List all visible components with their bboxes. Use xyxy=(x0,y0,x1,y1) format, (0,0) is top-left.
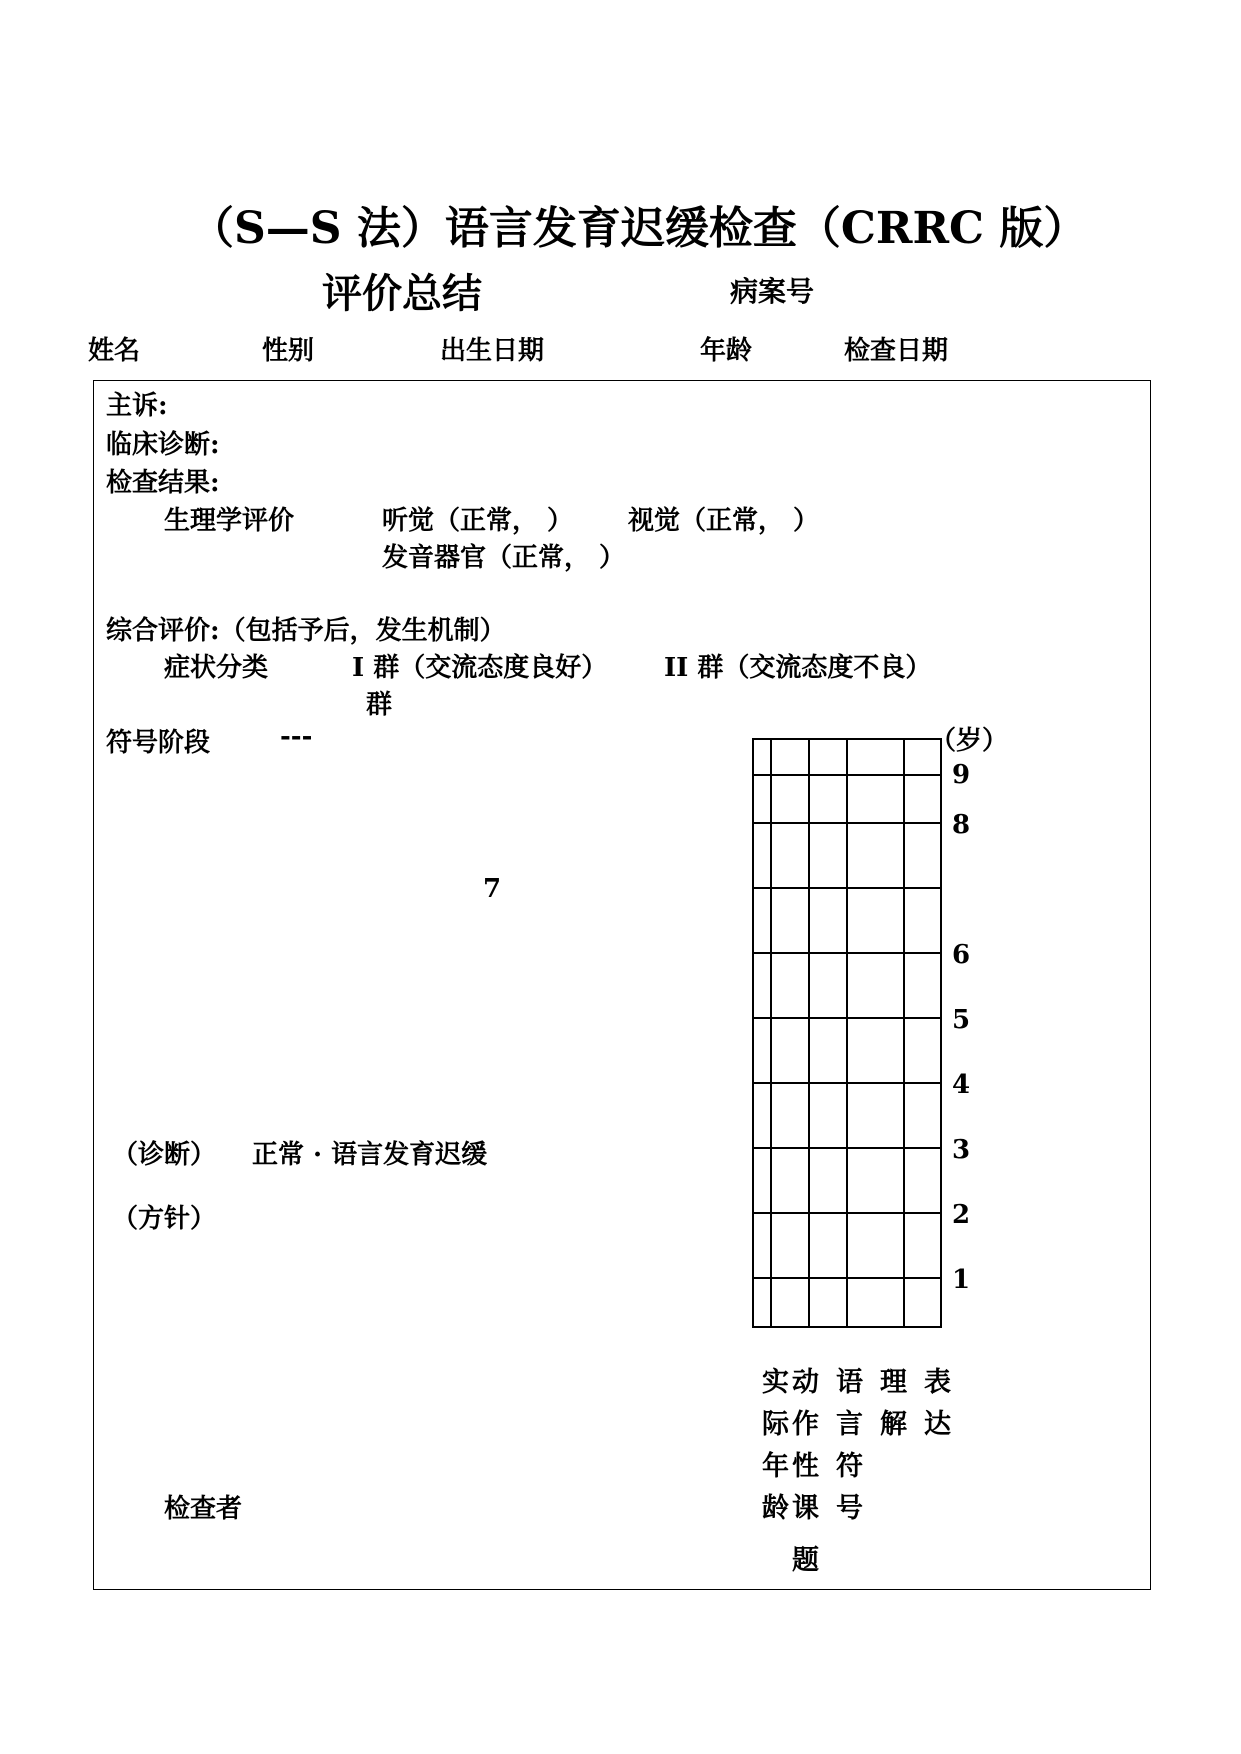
grid-line xyxy=(752,774,942,776)
group-one-option: I 群（交流态度良好） xyxy=(352,653,608,683)
vision-field: 视觉（正常， ） xyxy=(628,506,820,536)
y-tick-label: 5 xyxy=(952,1005,971,1035)
col-actual-age-char: 龄 xyxy=(762,1493,789,1524)
y-tick-label: 2 xyxy=(952,1200,971,1230)
col-language-symbol-char: 语 xyxy=(836,1367,863,1398)
y-tick-label: 9 xyxy=(952,760,971,790)
birth-date-label: 出生日期 xyxy=(440,336,545,366)
y-tick-label: 6 xyxy=(952,940,971,970)
grid-line xyxy=(752,738,754,1328)
col-language-symbol-char: 符 xyxy=(836,1451,863,1482)
policy-label: （方针） xyxy=(112,1204,217,1234)
grid-line xyxy=(752,822,942,824)
symbol-stage-value: --- xyxy=(280,722,313,752)
grid-line xyxy=(752,1326,942,1328)
col-action-task-char: 课 xyxy=(792,1493,819,1524)
grid-line xyxy=(903,738,905,1328)
col-action-task-char: 性 xyxy=(792,1451,819,1482)
level-seven: 7 xyxy=(483,874,502,904)
col-action-task-char: 动 xyxy=(792,1367,819,1398)
age-label: 年龄 xyxy=(700,336,753,366)
examiner-label: 检查者 xyxy=(164,1494,243,1524)
grid-line xyxy=(752,1082,942,1084)
col-action-task-char: 题 xyxy=(792,1545,819,1576)
sex-label: 性别 xyxy=(262,336,315,366)
chief-complaint-label: 主诉: xyxy=(106,391,168,421)
col-actual-age-char: 实 xyxy=(762,1367,789,1398)
hearing-field: 听觉（正常， ） xyxy=(382,506,574,536)
symptom-class-label: 症状分类 xyxy=(164,653,269,683)
overall-eval-label: 综合评价:（包括予后，发生机制） xyxy=(106,616,506,646)
col-language-symbol-char: 言 xyxy=(836,1409,863,1440)
col-comprehension-char: 解 xyxy=(880,1409,907,1440)
grid-line xyxy=(752,952,942,954)
grid-line xyxy=(752,1147,942,1149)
exam-date-label: 检查日期 xyxy=(844,336,949,366)
clinical-diagnosis-label: 临床诊断: xyxy=(106,430,220,460)
grid-line xyxy=(752,1277,942,1279)
age-unit-label: （岁） xyxy=(930,726,1009,756)
diagnosis-label: （诊断） xyxy=(112,1140,217,1170)
case-number-label: 病案号 xyxy=(730,275,815,308)
grid-line xyxy=(770,738,772,1328)
y-tick-label: 8 xyxy=(952,810,971,840)
exam-result-label: 检查结果: xyxy=(106,468,220,498)
y-tick-label: 1 xyxy=(952,1265,971,1295)
physio-eval-label: 生理学评价 xyxy=(164,506,295,536)
y-tick-label: 3 xyxy=(952,1135,971,1165)
name-label: 姓名 xyxy=(88,336,141,366)
articulation-field: 发音器官（正常， ） xyxy=(382,543,626,573)
col-comprehension-char: 理 xyxy=(880,1367,907,1398)
y-tick-label: 4 xyxy=(952,1070,971,1100)
grid-line xyxy=(752,887,942,889)
col-expression-char: 表 xyxy=(924,1367,951,1398)
col-actual-age-char: 年 xyxy=(762,1451,789,1482)
symbol-stage-label: 符号阶段 xyxy=(106,728,211,758)
group-two-option: II 群（交流态度不良） xyxy=(664,653,932,683)
col-action-task-char: 作 xyxy=(792,1409,819,1440)
col-actual-age-char: 际 xyxy=(762,1409,789,1440)
grid-line xyxy=(752,1017,942,1019)
col-expression-char: 达 xyxy=(924,1409,951,1440)
diagnosis-value: 正常 · 语言发育迟缓 xyxy=(252,1140,488,1170)
grid-line xyxy=(940,738,942,1328)
grid-line xyxy=(846,738,848,1328)
group-extra: 群 xyxy=(366,690,393,720)
form-title: （S—S 法）语言发育迟缓检查（CRRC 版） xyxy=(190,203,1088,254)
grid-line xyxy=(752,738,942,740)
grid-line xyxy=(808,738,810,1328)
grid-line xyxy=(752,1212,942,1214)
col-language-symbol-char: 号 xyxy=(836,1493,863,1524)
form-subtitle: 评价总结 xyxy=(322,270,482,317)
